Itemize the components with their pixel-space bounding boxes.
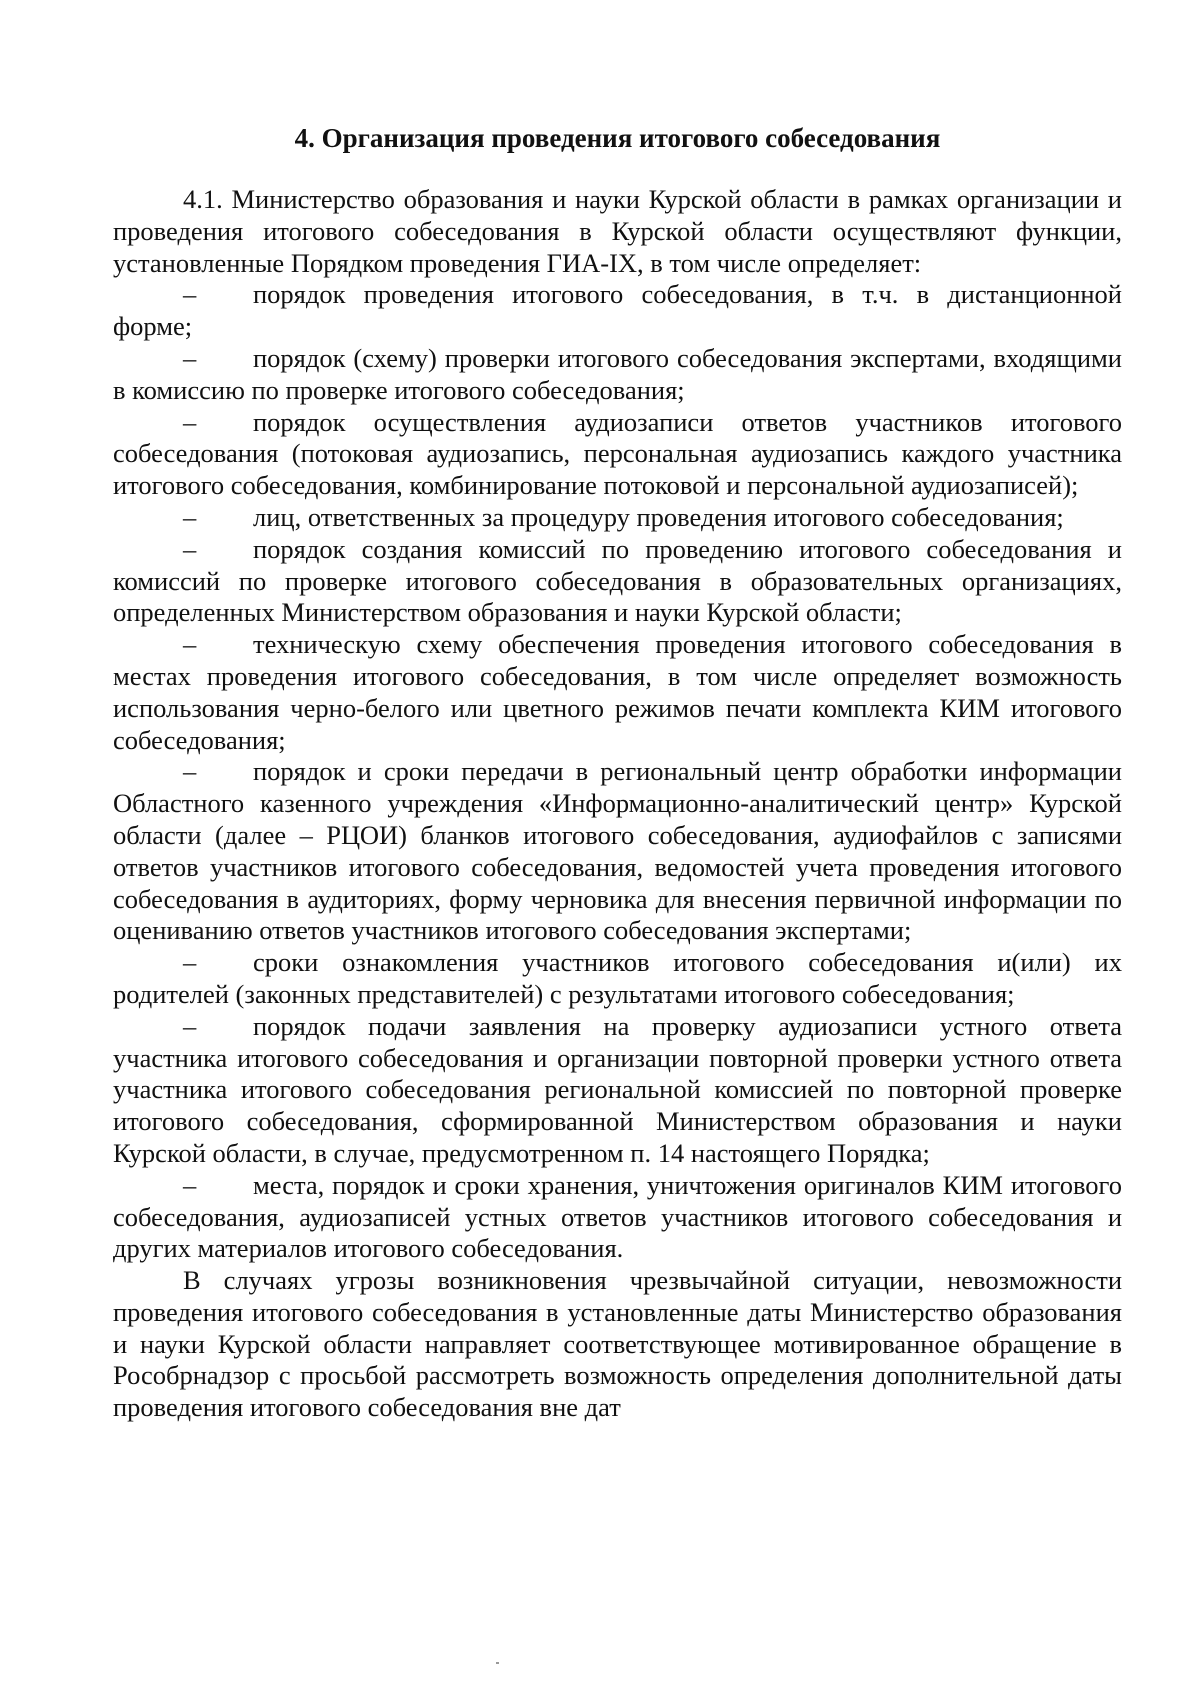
document-body bbox=[113, 120, 1122, 1424]
list-dash: – bbox=[183, 1010, 197, 1041]
list-item-text: порядок создания комиссий по проведению итогового собеседования и комиссий по проверке итогового собеседования в образовательных организациях, определенных Министерством образования и науки Курской области; bbox=[113, 533, 1122, 628]
list-item-text: порядок подачи заявления на проверку аудиозаписи устного ответа участника итогового собеседования и организации повторной проверки устного ответа участника итогового собеседования региональной комиссией по повторной проверке итогового собеседования, сформированной Министерством образования и науки Курской области, в случае, предусмотренном п. 14 настоящего Порядка; bbox=[113, 1010, 1122, 1168]
list-dash: – bbox=[183, 501, 197, 532]
list-item bbox=[113, 947, 1122, 1011]
list-item bbox=[113, 1011, 1122, 1170]
list-item bbox=[113, 407, 1122, 502]
list-item-text: техническую схему обеспечения проведения итогового собеседования в местах проведения итогового собеседования, в том числе определяет возможность использования черно-белого или цветного режимов печати комплекта КИМ итогового собеседования; bbox=[113, 629, 1122, 755]
list-dash: – bbox=[183, 629, 197, 660]
list-dash: – bbox=[183, 406, 197, 437]
list-item-text: порядок проведения итогового собеседования, в т.ч. в дистанционной форме; bbox=[113, 279, 1122, 342]
list-item bbox=[113, 343, 1122, 407]
list-item bbox=[113, 279, 1122, 343]
list-item-text: порядок осуществления аудиозаписи ответов участников итогового собеседования (потоковая аудиозапись, персональная аудиозапись каждого участника итогового собеседования, комбинирование потоковой и персональной аудиозаписей); bbox=[113, 406, 1122, 501]
scan-speck bbox=[496, 1662, 499, 1664]
list-dash: – bbox=[183, 756, 197, 787]
list-item-text: порядок и сроки передачи в региональный центр обработки информации Областного казенного учреждения «Информационно-аналитический центр» Курской области (далее – РЦОИ) бланков итогового собеседования, аудиофайлов с записями ответов участников итогового собеседования, ведомостей учета проведения итогового собеседования в аудиториях, форму черновика для внесения первичной информации по оцениванию ответов участников итогового собеседования экспертами; bbox=[113, 756, 1122, 946]
list-dash: – bbox=[183, 947, 197, 978]
list-item-text: порядок (схему) проверки итогового собеседования экспертами, входящими в комиссию по проверке итогового собеседования; bbox=[113, 342, 1122, 405]
intro-paragraph: 4.1. Министерство образования и науки Курской области в рамках организации и проведения итогового собеседования в Курской области осуществляют функции, установленные Порядком проведения ГИА-IX, в том числе определяет: bbox=[113, 184, 1122, 278]
list-dash: – bbox=[183, 279, 197, 310]
list-item-text: сроки ознакомления участников итогового собеседования и(или) их родителей (законных представителей) с результатами итогового собеседования; bbox=[113, 947, 1122, 1009]
list-item-text: места, порядок и сроки хранения, уничтожения оригиналов КИМ итогового собеседования, аудиозаписей устных ответов участников итогового собеседования и других материалов итогового собеседования. bbox=[113, 1169, 1122, 1264]
list-item bbox=[113, 502, 1122, 534]
list-item bbox=[113, 1170, 1122, 1265]
section-heading: 4. Организация проведения итогового собеседования bbox=[294, 123, 941, 153]
closing-paragraph: В случаях угрозы возникновения чрезвычайной ситуации, невозможности проведения итогового собеседования в установленные даты Министерство образования и науки Курской области направляет соответствующее мотивированное обращение в Рособрнадзор с просьбой рассмотреть возможность определения дополнительной даты проведения итогового собеседования вне дат bbox=[113, 1265, 1122, 1423]
list-dash: – bbox=[183, 342, 197, 373]
list-item bbox=[113, 534, 1122, 629]
list-item-text: лиц, ответственных за процедуру проведения итогового собеседования; bbox=[253, 501, 1064, 532]
list-item bbox=[113, 629, 1122, 756]
list-dash: – bbox=[183, 1169, 197, 1200]
list-dash: – bbox=[183, 533, 197, 564]
list-item bbox=[113, 756, 1122, 947]
